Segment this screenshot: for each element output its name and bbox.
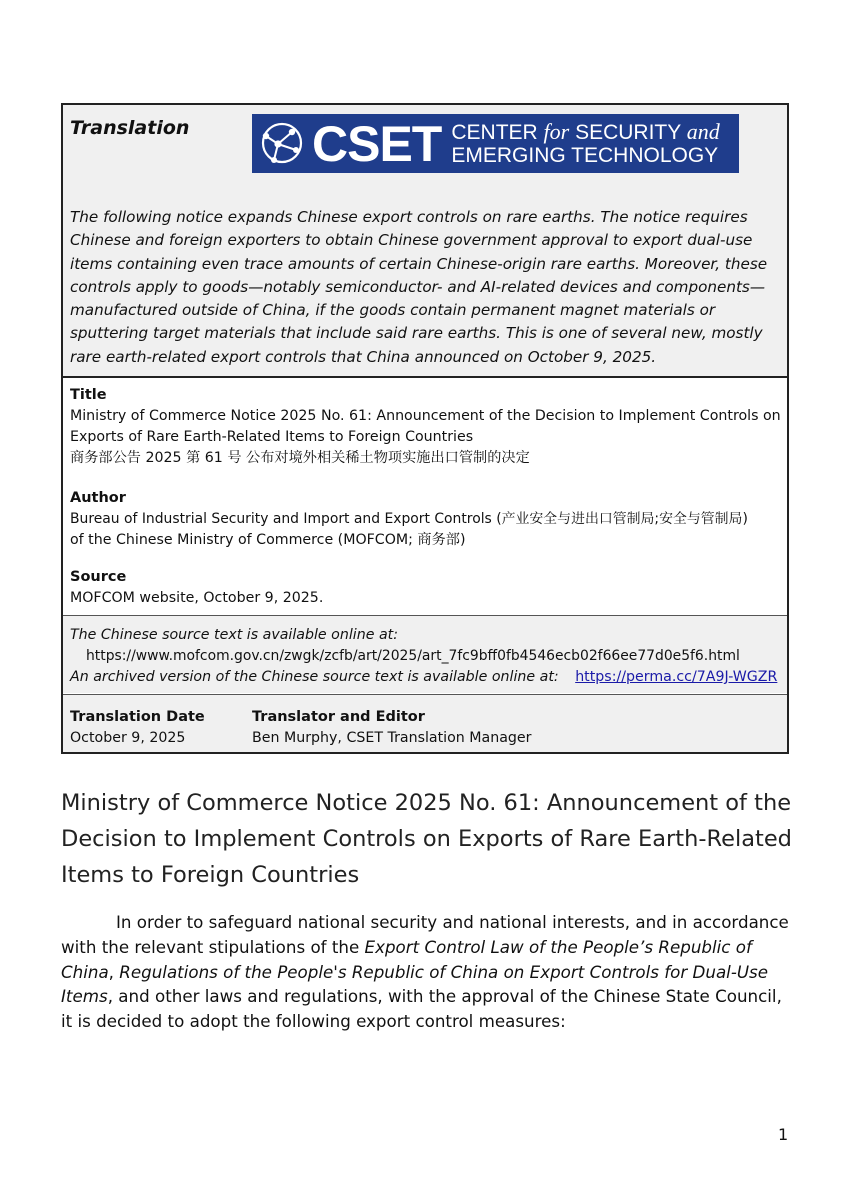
law-citation: Export Control Law of the People’s Republic of China xyxy=(61,936,752,982)
online-links-section xyxy=(63,616,787,693)
source-label: Source xyxy=(70,569,127,585)
cset-logo xyxy=(252,114,739,173)
metadata-section xyxy=(63,378,787,614)
title-chinese: 商务部公告 2025 第 61 号 公布对境外相关稀土物项实施出口管制的决定 xyxy=(70,450,530,466)
logo-subtitle xyxy=(451,120,719,166)
translator-label: Translator and Editor xyxy=(252,709,425,725)
author-line-1: Bureau of Industrial Security and Import and Export Controls (产业安全与进出口管制局;安全与管制局) xyxy=(70,511,748,527)
page-number: 1 xyxy=(778,1125,789,1144)
regulation-citation: Regulations of the People's Republic of China on Export Controls for Dual-Use Items xyxy=(61,961,769,1007)
source-value: MOFCOM website, October 9, 2025. xyxy=(70,590,324,606)
title-label: Title xyxy=(70,387,107,403)
author-label: Author xyxy=(70,490,126,506)
translation-date-value: October 9, 2025 xyxy=(70,730,186,746)
translation-label: Translation xyxy=(70,117,190,139)
archived-source-link[interactable]: https://perma.cc/7A9J-WGZR xyxy=(575,669,778,685)
translation-info-box xyxy=(61,103,789,754)
author-line-2: of the Chinese Ministry of Commerce (MOFCOM; 商务部) xyxy=(70,532,466,548)
archived-source-label: An archived version of the Chinese source text is available online at: xyxy=(70,669,559,685)
globe-network-icon xyxy=(252,114,310,173)
logo-line-1: CENTER for SECURITY and xyxy=(451,119,720,145)
body-paragraph: In order to safeguard national security and national interests, and in accordance with the relevant stipulations of the Export Control Law of the People’s Republic of China, Regulations of the People's Republic of China on Export Controls for Dual-Use Items, and other laws and regulations, with the approval of the Chinese State Council, it is decided to adopt the following export control measures: xyxy=(61,912,789,1032)
translation-date-label: Translation Date xyxy=(70,709,205,725)
logo-line-2: EMERGING TECHNOLOGY xyxy=(451,143,719,167)
document-title: Ministry of Commerce Notice 2025 No. 61: Announcement of the Decision to Implement Controls on Exports of Rare Earth-Related Items to Foreign Countries xyxy=(61,790,792,888)
online-source-url[interactable]: https://www.mofcom.gov.cn/zwgk/zcfb/art/2025/art_7fc9bff0fb4546ecb02f66ee77d0e5f6.html xyxy=(86,648,740,664)
intro-summary: The following notice expands Chinese export controls on rare earths. The notice requires Chinese and foreign exporters to obtain Chinese government approval to export dual-use items containing even trace amounts of certain Chinese-origin rare earths. Moreover, these controls apply to goods—notably semiconductor- and AI-related devices and components—manufactured outside of China, if the goods contain permanent magnet materials or sputtering target materials that include said rare earths. This is one of several new, mostly rare earth-related export controls that China announced on October 9, 2025. xyxy=(70,208,768,366)
title-english: Ministry of Commerce Notice 2025 No. 61: Announcement of the Decision to Implement Controls on Exports of Rare Earth-Related Items to Foreign Countries xyxy=(70,408,781,445)
translator-value: Ben Murphy, CSET Translation Manager xyxy=(252,730,532,746)
translation-credits-section xyxy=(63,695,787,752)
archived-source-row xyxy=(70,667,783,688)
header-section xyxy=(63,105,787,376)
logo-brand: CSET xyxy=(312,115,442,172)
online-source-label: The Chinese source text is available online at: xyxy=(70,627,398,643)
